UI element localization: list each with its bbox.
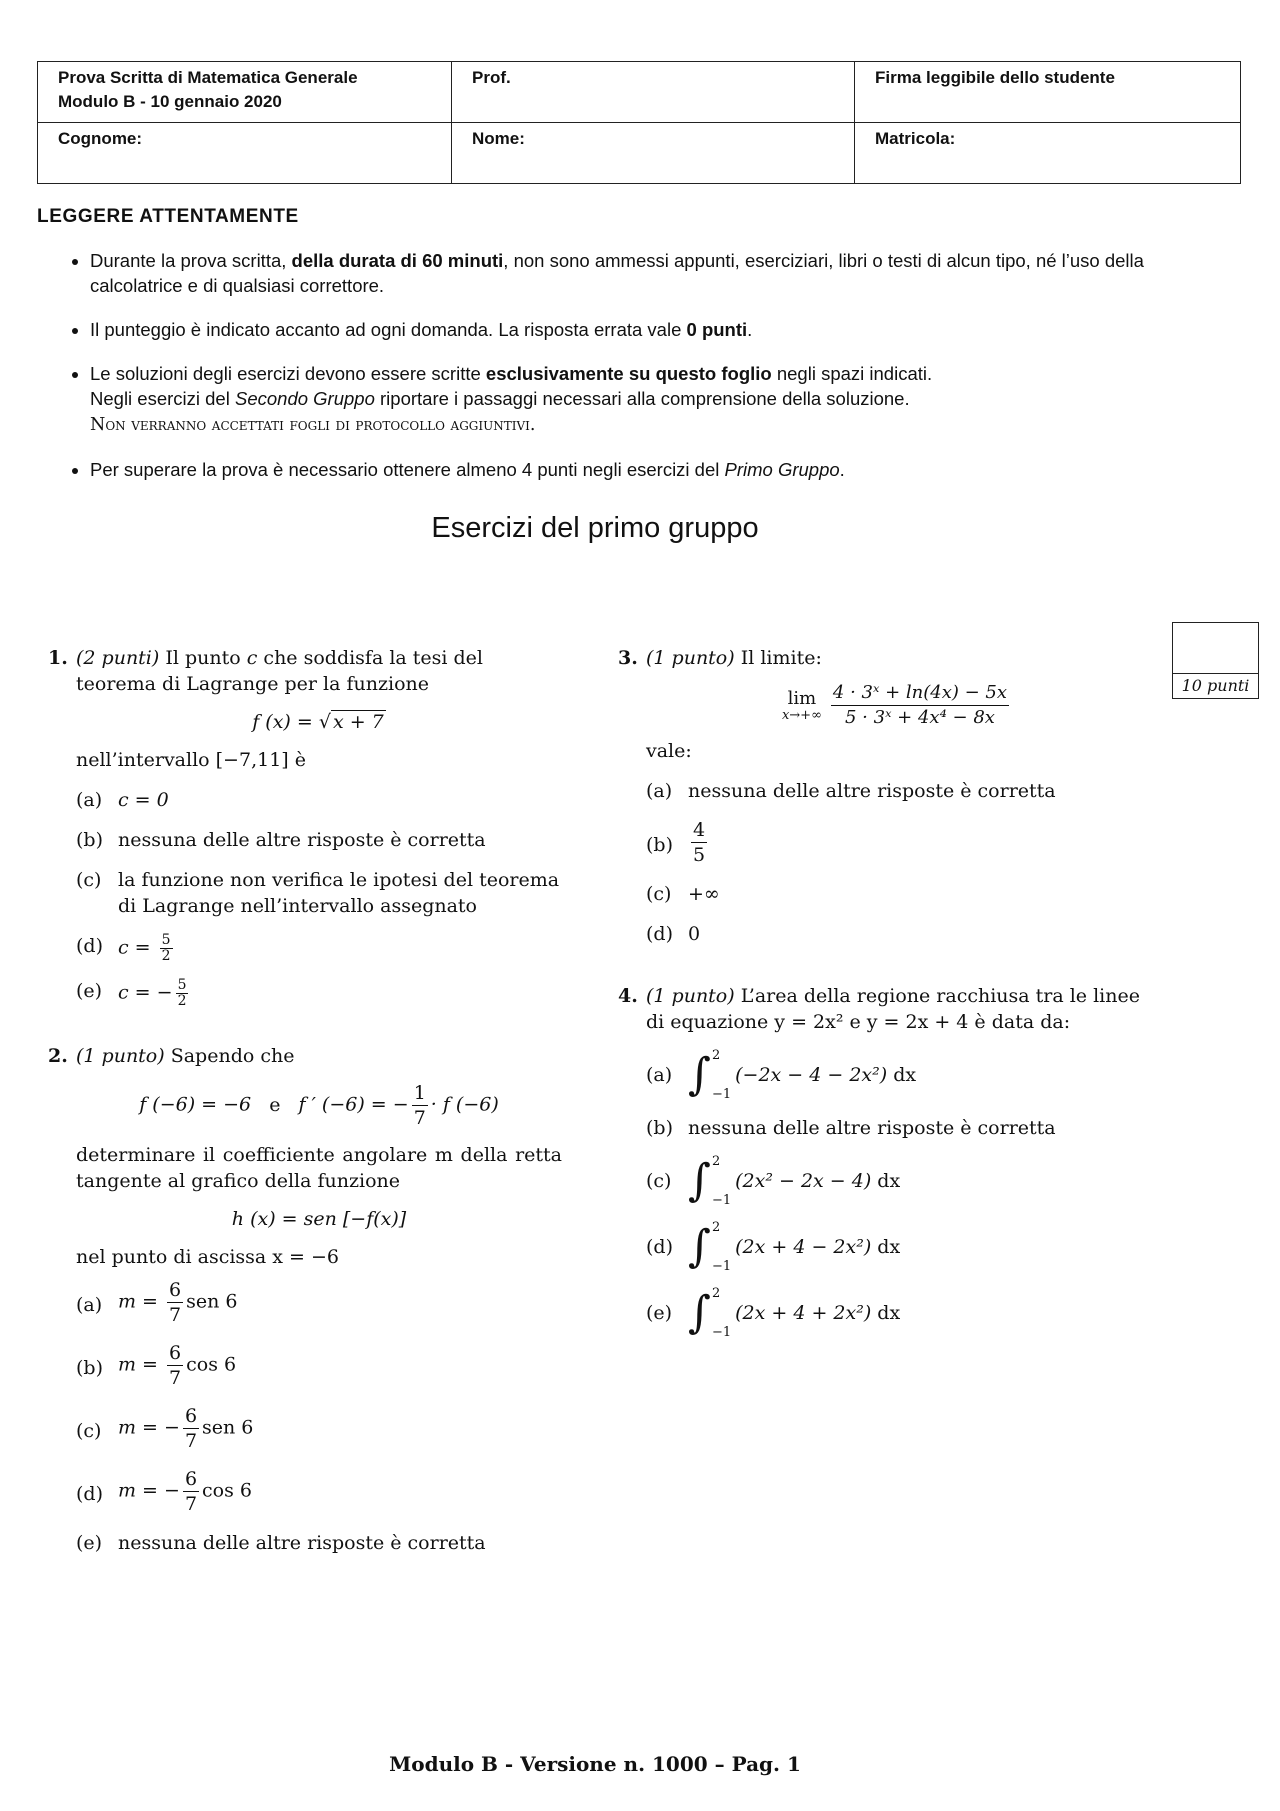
question-points: (1 punto) <box>646 647 735 669</box>
formula-part: f ′ (−6) = − <box>298 1093 409 1116</box>
fraction <box>160 933 173 964</box>
option-label: (d) <box>76 1483 103 1505</box>
limit-operator <box>782 689 822 722</box>
option-e[interactable] <box>76 1530 562 1556</box>
header-table <box>37 61 1241 184</box>
instruction-item <box>90 457 1200 482</box>
fraction <box>831 681 1009 730</box>
differential: dx <box>893 1064 917 1086</box>
question-number: 2. <box>48 1045 68 1067</box>
integral <box>688 1049 916 1101</box>
fraction-denominator: 5 <box>693 844 706 866</box>
instruction-text: . <box>839 459 845 480</box>
integral-sign: ∫ <box>688 1155 711 1206</box>
option-a[interactable] <box>76 1278 562 1327</box>
integral-upper: 2 <box>711 1048 721 1063</box>
instruction-text: , non sono ammessi appunti, eserciziari, libri o testi di alcun tipo, né l’uso della calcolatrice e di qualsiasi correttore. <box>90 250 1144 296</box>
question-text: Il punto <box>159 647 247 669</box>
question-text: nel punto di ascissa x = −6 <box>76 1246 340 1268</box>
fraction-numerator: 6 <box>169 1342 182 1364</box>
option-label: (e) <box>76 1532 103 1554</box>
exam-title-cell <box>38 62 452 123</box>
question-2 <box>48 1043 562 1556</box>
option-label: (d) <box>76 935 103 957</box>
option-label: (b) <box>646 1117 673 1139</box>
section-title: Esercizi del primo gruppo <box>431 512 759 544</box>
fraction-numerator: 4 · 3ˣ + ln(4x) − 5x <box>831 681 1009 706</box>
option-d[interactable] <box>646 921 1148 947</box>
option-text: sen 6 <box>202 1416 254 1439</box>
option-text: la funzione non verifica le ipotesi del teorema di Lagrange nell’intervallo assegnato <box>118 869 560 917</box>
option-text: nessuna delle altre risposte è corretta <box>688 1117 1056 1139</box>
instruction-bold: esclusivamente su questo foglio <box>485 363 772 384</box>
limit-label: lim <box>787 688 817 709</box>
differential: dx <box>877 1302 901 1324</box>
fraction-denominator: 7 <box>169 1367 182 1389</box>
sqrt-symbol: √ <box>318 711 331 733</box>
option-a[interactable] <box>646 1049 1148 1101</box>
integral-upper: 2 <box>711 1154 721 1169</box>
prof-label: Prof. <box>472 68 511 87</box>
instruction-text: . <box>747 319 753 340</box>
option-label: (c) <box>646 1170 672 1192</box>
option-text: c = <box>118 936 157 959</box>
question-points: (2 punti) <box>76 647 160 669</box>
option-text: sen 6 <box>186 1290 238 1313</box>
option-c[interactable] <box>76 1404 562 1453</box>
instruction-text: negli spazi indicati. <box>771 363 933 384</box>
fraction-numerator: 6 <box>184 1468 198 1490</box>
fraction-numerator: 5 <box>161 932 171 948</box>
fraction <box>183 1404 199 1453</box>
option-text: m = − <box>118 1479 180 1502</box>
question-4 <box>618 983 1148 1339</box>
instruction-text: riportare i passaggi necessari alla comprensione della soluzione. <box>374 388 910 409</box>
question-3 <box>618 645 1148 947</box>
option-c[interactable] <box>76 867 562 919</box>
integral-lower: −1 <box>711 1259 732 1274</box>
instruction-text: Negli esercizi del <box>90 388 235 409</box>
option-label: (d) <box>646 923 673 945</box>
instruction-item <box>90 248 1200 298</box>
formula-conjunction: e <box>269 1093 281 1116</box>
instruction-bold: 0 punti <box>686 319 748 340</box>
integral <box>688 1155 900 1207</box>
fraction-denominator: 5 · 3ˣ + 4x⁴ − 8x <box>845 707 995 728</box>
option-text: m = − <box>118 1416 180 1439</box>
integral-sign: ∫ <box>688 1287 711 1338</box>
formula-radicand: x + 7 <box>332 711 384 733</box>
option-label: (a) <box>646 780 673 802</box>
option-label: (a) <box>646 1064 673 1086</box>
fraction-denominator: 2 <box>161 948 171 964</box>
question-text: L’area della regione racchiusa tra le linee di equazione y = 2x² e y = 2x + 4 è data da: <box>646 985 1140 1033</box>
student-id-label: Matricola: <box>875 129 956 148</box>
surname-label: Cognome: <box>58 129 143 148</box>
option-e[interactable] <box>76 978 562 1009</box>
option-label: (a) <box>76 1294 103 1316</box>
question-formula <box>76 1081 562 1130</box>
instruction-smallcaps: Non verranno accettati fogli di protocollo aggiuntivi. <box>90 415 536 435</box>
instruction-bold: della durata di 60 minuti <box>291 250 504 271</box>
student-id-cell[interactable] <box>855 123 1241 184</box>
integrand: (2x² − 2x − 4) <box>735 1170 872 1192</box>
question-1 <box>48 645 562 1009</box>
option-a[interactable] <box>646 778 1148 804</box>
option-text: nessuna delle altre risposte è corretta <box>118 1532 486 1554</box>
exam-subtitle: Modulo B - 10 gennaio 2020 <box>58 92 282 111</box>
right-column <box>618 645 1148 1353</box>
fraction-denominator: 7 <box>184 1430 198 1452</box>
surname-cell[interactable] <box>38 123 452 184</box>
option-e[interactable] <box>646 1287 1148 1339</box>
math-var: c <box>246 647 258 669</box>
fraction <box>167 1278 183 1327</box>
integral-lower: −1 <box>711 1193 732 1208</box>
page-footer: Modulo B - Versione n. 1000 – Pag. 1 <box>389 1752 801 1776</box>
question-points: (1 punto) <box>646 985 735 1007</box>
instruction-text: Il punteggio è indicato accanto ad ogni domanda. La risposta errata vale <box>90 319 687 340</box>
option-label: (e) <box>76 980 103 1002</box>
formula-lhs: f (x) = <box>252 711 319 733</box>
option-a[interactable] <box>76 787 562 813</box>
instruction-item <box>90 317 1200 342</box>
option-label: (c) <box>646 883 672 905</box>
instruction-item <box>90 361 1200 438</box>
integral-upper: 2 <box>711 1286 721 1301</box>
question-text: nell’intervallo [−7,11] è <box>76 749 306 771</box>
fraction <box>691 818 707 867</box>
question-text: determinare il coefficiente angolare m della retta tangente al grafico della funzione <box>76 1144 562 1192</box>
differential: dx <box>877 1236 901 1258</box>
name-cell[interactable] <box>452 123 855 184</box>
option-label: (c) <box>76 869 102 891</box>
question-text: vale: <box>646 740 692 762</box>
option-b[interactable] <box>646 1115 1148 1141</box>
option-label: (b) <box>76 829 103 851</box>
fraction-numerator: 5 <box>177 977 187 993</box>
integral-sign: ∫ <box>688 1049 711 1100</box>
option-text: m = <box>118 1290 165 1313</box>
option-label: (b) <box>646 834 673 856</box>
option-b[interactable] <box>76 1341 562 1390</box>
option-text: cos 6 <box>202 1479 252 1502</box>
instruction-italic: Primo Gruppo <box>724 459 840 480</box>
option-text: c = 0 <box>118 789 169 811</box>
instruction-text: Durante la prova scritta, <box>90 250 292 271</box>
option-text: nessuna delle altre risposte è corretta <box>688 780 1056 802</box>
option-label: (d) <box>646 1236 673 1258</box>
differential: dx <box>877 1170 901 1192</box>
score-label: 10 punti <box>1173 673 1258 698</box>
fraction <box>183 1467 199 1516</box>
exam-title: Prova Scritta di Matematica Generale <box>58 68 358 87</box>
fraction <box>167 1341 183 1390</box>
integral-upper: 2 <box>711 1220 721 1235</box>
formula-part: f (−6) = −6 <box>139 1093 252 1116</box>
score-box[interactable] <box>1172 622 1259 699</box>
question-text: Sapendo che <box>164 1045 295 1067</box>
fraction-numerator: 1 <box>413 1082 426 1104</box>
fraction <box>412 1081 428 1130</box>
integral <box>688 1287 900 1339</box>
integral-lower: −1 <box>711 1087 732 1102</box>
question-number: 4. <box>618 985 638 1007</box>
option-label: (b) <box>76 1357 103 1379</box>
integrand: (2x + 4 − 2x²) <box>735 1236 872 1258</box>
instructions-list <box>62 248 1200 501</box>
instruction-italic: Secondo Gruppo <box>234 388 375 409</box>
option-text: c = − <box>118 981 173 1004</box>
option-text: +∞ <box>688 883 720 905</box>
question-formula <box>646 681 1148 730</box>
fraction-numerator: 6 <box>169 1279 182 1301</box>
option-text: cos 6 <box>186 1353 237 1376</box>
question-formula <box>76 709 562 735</box>
integrand: (2x + 4 + 2x²) <box>735 1302 872 1324</box>
option-d[interactable] <box>76 1467 562 1516</box>
option-label: (a) <box>76 789 103 811</box>
fraction-numerator: 4 <box>693 819 706 841</box>
fraction <box>176 978 189 1009</box>
fraction-denominator: 7 <box>169 1304 182 1326</box>
fraction-denominator: 7 <box>413 1107 426 1129</box>
option-label: (c) <box>76 1420 102 1442</box>
question-number: 3. <box>618 647 638 669</box>
question-formula: h (x) = sen [−f(x)] <box>231 1208 407 1230</box>
option-c[interactable] <box>646 881 1148 907</box>
integral-sign: ∫ <box>688 1221 711 1272</box>
question-text: Il limite: <box>734 647 822 669</box>
instructions-title: LEGGERE ATTENTAMENTE <box>37 206 299 227</box>
signature-cell[interactable] <box>855 62 1241 123</box>
option-d[interactable] <box>76 933 562 964</box>
formula-part: · f (−6) <box>430 1093 499 1116</box>
fraction-denominator: 2 <box>177 993 187 1009</box>
option-b[interactable] <box>76 827 562 853</box>
option-b[interactable] <box>646 818 1148 867</box>
name-label: Nome: <box>472 129 525 148</box>
integrand: (−2x − 4 − 2x²) <box>735 1064 888 1086</box>
fraction-denominator: 7 <box>184 1493 198 1515</box>
option-text: 0 <box>688 923 701 945</box>
integral-lower: −1 <box>711 1325 732 1340</box>
prof-cell[interactable] <box>452 62 855 123</box>
instruction-text: Per superare la prova è necessario ottenere almeno 4 punti negli esercizi del <box>90 459 725 480</box>
integral <box>688 1221 900 1273</box>
limit-subscript: x→+∞ <box>781 708 822 723</box>
option-d[interactable] <box>646 1221 1148 1273</box>
question-points: (1 punto) <box>76 1045 165 1067</box>
option-text: nessuna delle altre risposte è corretta <box>118 829 486 851</box>
option-c[interactable] <box>646 1155 1148 1207</box>
question-number: 1. <box>48 647 68 669</box>
fraction-numerator: 6 <box>184 1405 198 1427</box>
left-column <box>48 645 562 1570</box>
option-label: (e) <box>646 1302 673 1324</box>
option-text: m = <box>118 1353 165 1376</box>
question-text: che soddisfa la tesi del teorema di Lagrange per la funzione <box>76 647 484 695</box>
signature-label: Firma leggibile dello studente <box>875 68 1115 87</box>
instruction-text: Le soluzioni degli esercizi devono essere scritte <box>90 363 486 384</box>
